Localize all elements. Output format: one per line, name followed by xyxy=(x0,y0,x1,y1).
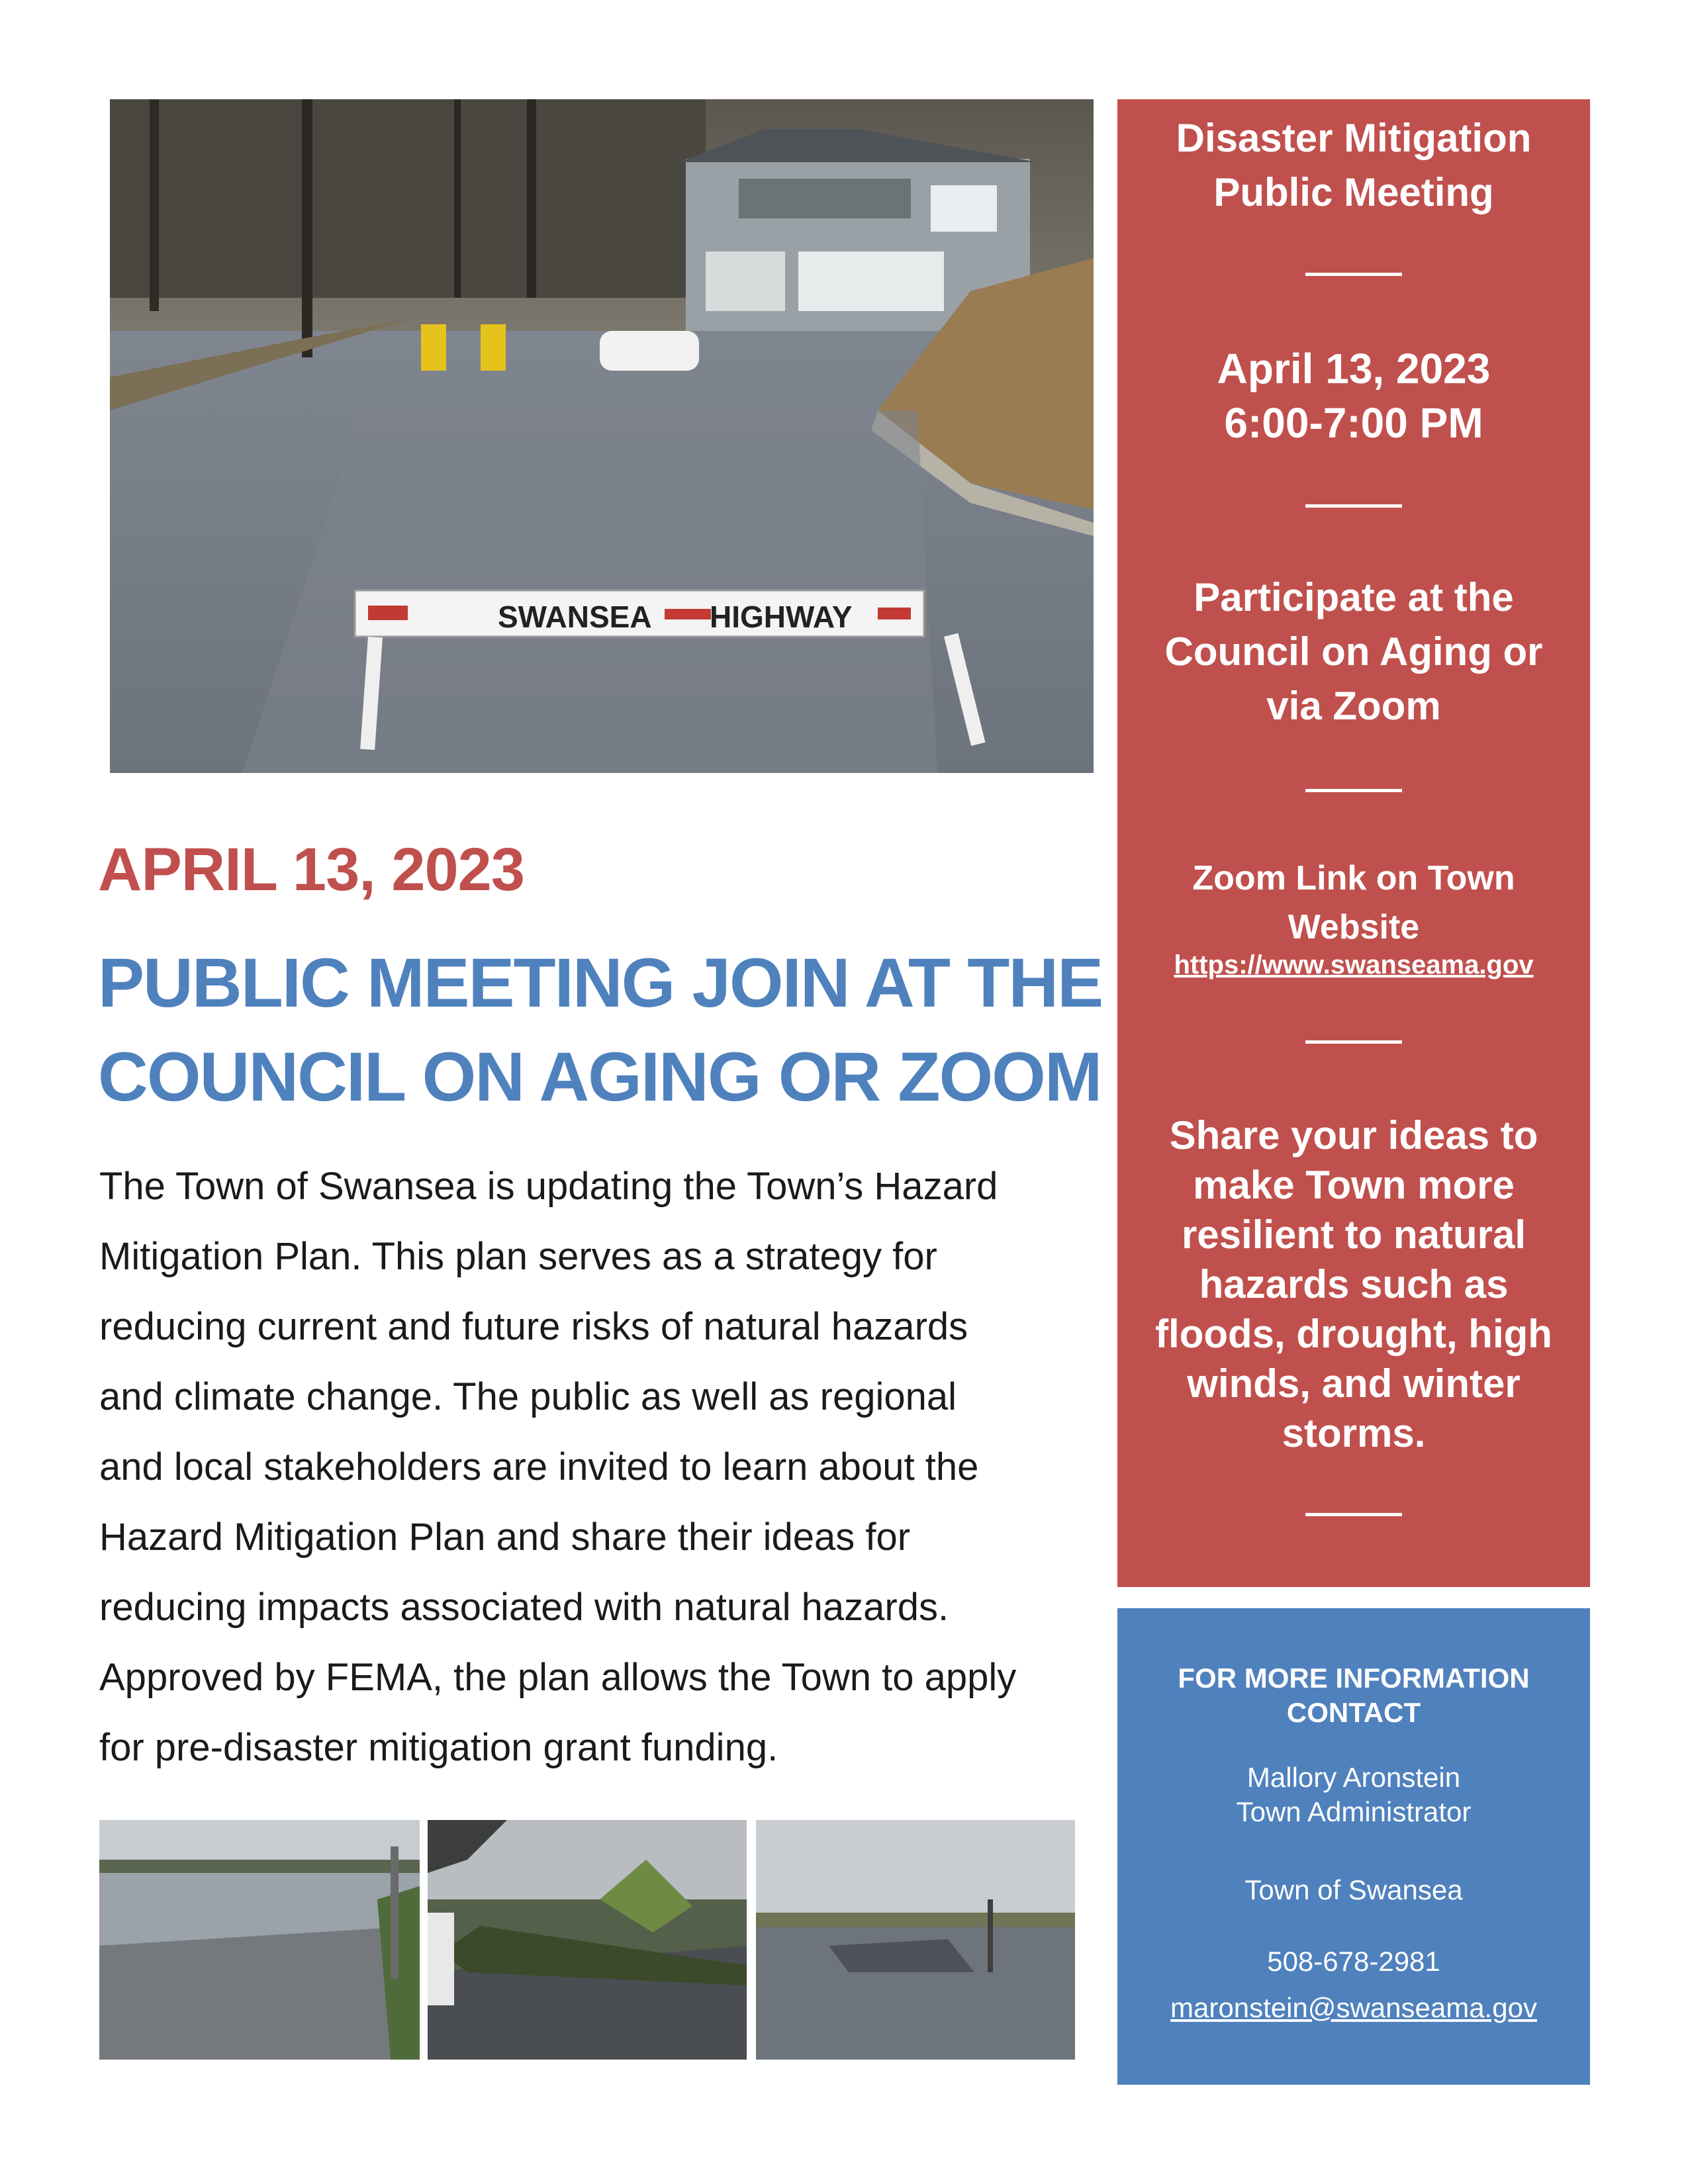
barrier-sign-text: SWANSEA xyxy=(498,600,652,634)
body-line: Hazard Mitigation Plan and share their ideas for xyxy=(99,1516,911,1559)
zoom-link[interactable]: https://www.swanseama.gov xyxy=(1174,950,1534,979)
divider xyxy=(1305,504,1402,508)
body-line: reducing impacts associated with natural hazards. xyxy=(99,1586,949,1629)
flooded-road-photo xyxy=(110,99,1094,773)
divider xyxy=(1305,273,1402,276)
headline-line-1: PUBLIC MEETING JOIN AT THE xyxy=(98,944,1103,1022)
submerged-dock-photo xyxy=(756,1820,1075,2060)
sidebar-title: Disaster Mitigation Public Meeting xyxy=(1176,116,1532,214)
contact-person xyxy=(1117,1760,1590,1829)
sidebar-time: 6:00-7:00 PM xyxy=(1224,399,1483,447)
sidebar-share-ideas: Share your ideas to make Town more resilient to natural hazards such as floods, drought, high winds, and winter storms. xyxy=(1155,1113,1552,1455)
contact-phone[interactable]: 508-678-2981 xyxy=(1267,1946,1440,1977)
body-line: for pre-disaster mitigation grant funding. xyxy=(99,1726,778,1769)
body-line: Mitigation Plan. This plan serves as a strategy for xyxy=(99,1235,937,1278)
sidebar-zoom-label: Zoom Link on Town Website xyxy=(1192,859,1515,946)
contact-heading xyxy=(1117,1661,1590,1730)
divider xyxy=(1305,1513,1402,1516)
contact-name: Mallory Aronstein xyxy=(1246,1762,1461,1793)
sidebar-date: April 13, 2023 xyxy=(1217,345,1491,392)
body-line: and local stakeholders are invited to learn about the xyxy=(99,1445,979,1488)
description-paragraph xyxy=(99,1152,1105,1783)
contact-role: Town Administrator xyxy=(1236,1796,1472,1827)
headline-line-2: COUNCIL ON AGING OR ZOOM xyxy=(98,1038,1102,1116)
flooded-boat-ramp-photo xyxy=(99,1820,420,2060)
barrier-sign-text-2: HIGHWAY xyxy=(710,600,853,634)
body-line: and climate change. The public as well as regional xyxy=(99,1375,957,1418)
body-line: reducing current and future risks of natural hazards xyxy=(99,1305,968,1348)
contact-box xyxy=(1117,1608,1590,2085)
meeting-date-heading: APRIL 13, 2023 xyxy=(98,836,525,903)
contact-heading-line-1: FOR MORE INFORMATION xyxy=(1178,1662,1530,1694)
meeting-info-sidebar xyxy=(1117,99,1590,1587)
page-headline xyxy=(98,936,1104,1124)
fallen-tree-photo xyxy=(428,1820,747,2060)
body-line: The Town of Swansea is updating the Town’s Hazard xyxy=(99,1165,998,1208)
divider xyxy=(1305,789,1402,792)
body-line: Approved by FEMA, the plan allows the Town to apply xyxy=(99,1656,1017,1699)
contact-email-link[interactable]: maronstein@swanseama.gov xyxy=(1170,1992,1537,2023)
contact-town: Town of Swansea xyxy=(1244,1874,1463,1905)
sidebar-date-time xyxy=(1117,341,1590,450)
divider xyxy=(1305,1040,1402,1044)
sidebar-participate: Participate at the Council on Aging or via Zoom xyxy=(1164,575,1543,728)
contact-heading-line-2: CONTACT xyxy=(1286,1697,1421,1728)
